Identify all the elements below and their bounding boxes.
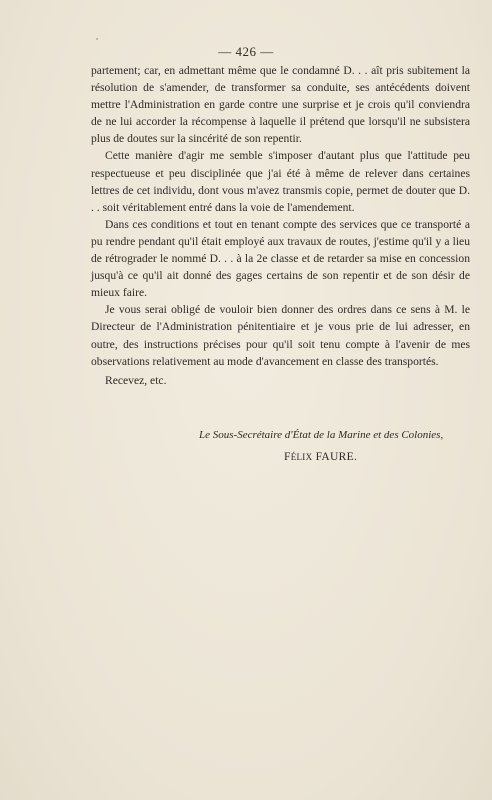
paragraph-4: Je vous serai obligé de vouloir bien donner des ordres dans ce sens à M. le Directeur de l'Administration pénitentiaire et je vous prie de lui adresser, en outre, des instructions précises pour qu'il soit tenu compte à l'avenir de mes observations relativement au mode d'avancement en classe des transportés.	[91, 303, 470, 368]
signer-first-initial: F	[284, 451, 291, 463]
closing-formula: Recevez, etc.	[105, 373, 167, 387]
letter-body	[91, 62, 470, 389]
signature-title: Le Sous-Secrétaire d'État de la Marine et des Colonies,	[199, 429, 444, 441]
paragraph-2: Cette manière d'agir me semble s'imposer d'autant plus que l'attitude peu respectueuse et peu disciplinée que j'ai été à même de relever dans certaines lettres de cet individu, dont vous m'avez transmis copie, permet de douter que D. . . soit véritablement entré dans la voie de l'amendement.	[91, 149, 470, 214]
paper-speck	[96, 38, 98, 40]
paragraph-3: Dans ces conditions et tout en tenant compte des services que ce transporté a pu rendre pendant qu'il était employé aux travaux de routes, j'estime qu'il y a lieu de rétrograder le nommé D. . . à la 2e classe et de retarder sa mise en concession jusqu'à ce qu'il ait donné des gages certains de son repentir et de son désir de mieux faire.	[91, 217, 470, 300]
signer-name	[284, 451, 357, 463]
signer-first-rest: ÉLIX	[290, 452, 313, 462]
page-number: — 426 —	[218, 44, 274, 59]
signer-last-name: FAURE.	[315, 451, 358, 463]
paragraph-1: partement; car, en admettant même que le condamné D. . . aît pris subitement la résolution de s'amender, de transformer sa conduite, ses antécédents doivent mettre l'Administration en garde contre une surprise et je crois qu'il conviendra de ne lui accorder la récompense à laquelle il prétend que lorsqu'il ne subsistera plus de doutes sur la sincérité de son repentir.	[91, 64, 470, 146]
